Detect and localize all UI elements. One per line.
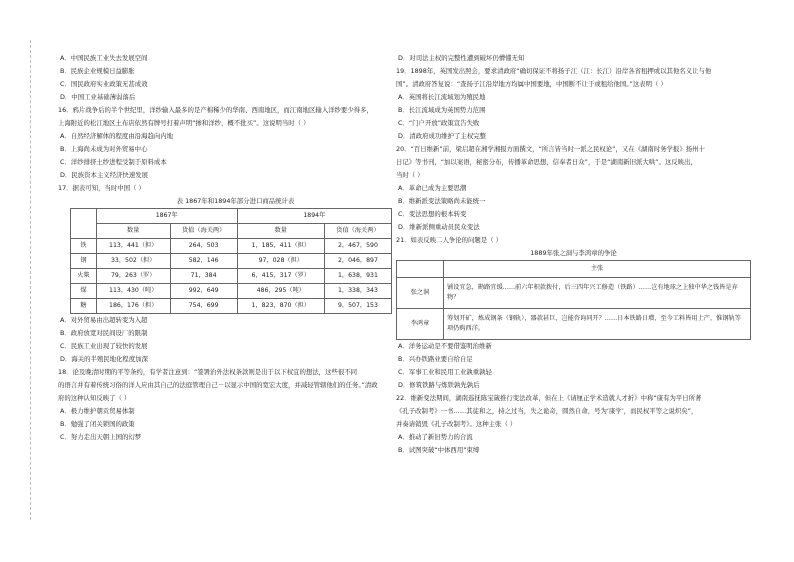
q16-stem-line-2: 上海附近的松江地区土布店依然有牌号打着声明“掺和洋纱，概不批买”。这说明当时（ ） — [58, 119, 310, 127]
option-c: C．国民政府实业政策无甚成效 — [60, 80, 148, 88]
q22-option-b: B．试图突破“中体西用”束缚 — [398, 446, 480, 454]
q20-option-d: D．维新派侧重动员民众变法 — [398, 223, 480, 231]
cell-value-1894: 2，046，897 — [324, 254, 391, 269]
q20-option-a: A．革命已成为主要思潮 — [398, 184, 467, 192]
year-1867-header: 1867年 — [96, 209, 237, 224]
q16-option-a: A．自然经济解体的程度由沿海趋向内地 — [60, 132, 174, 140]
row-item: 煤 — [71, 284, 97, 299]
cell-value-1894: 1，638，931 — [324, 269, 391, 284]
q21-option-d: D．修筑铁路与炼铁孰先孰后 — [398, 381, 480, 389]
q22-stem-line-2: 《孔子改制考》一书……其徒和之，持之过当，失之诡奇，圆然自命，号为‘康学’，而民权平等之说炽矣”， — [396, 407, 698, 415]
q16-option-d: D．民族资本主义经济快速发展 — [60, 171, 148, 179]
person-name: 张之洞 — [397, 278, 444, 309]
q18-stem-line-2: 的语言并有着传统习俗的洋人应由其自己的法庭管理自己－以显示中国的宽宏大度，并减轻管辖他们的任务。”清政 — [58, 381, 378, 389]
table-row — [71, 269, 392, 284]
q16-option-c: C．洋纱排挤土纱进程受制于原料成本 — [60, 158, 167, 166]
q20-option-b: B．维新派变法策略尚未能统一 — [398, 197, 486, 205]
row-item: 钢 — [71, 254, 97, 269]
q17-option-c: C．民族工业出现了较快的发展 — [60, 342, 148, 350]
person-position: 铺设宜急，勘路宜缓……前六年积款拨付，后三四年兴工修造（铁路）……岂有地球之上独中华之钱皆是弃物？ — [444, 278, 751, 309]
q19-option-d: D．清政府成功维护了主权完整 — [398, 132, 486, 140]
q21-option-b: B．兴办铁路业要自给自足 — [398, 355, 473, 363]
col-header-value-1867: 货值（海关两） — [170, 224, 237, 239]
table-row — [397, 309, 751, 340]
q19-option-c: C．“门户开放”政策宣告失败 — [398, 119, 480, 127]
q19-stem-line-2: 国”。清政府答复说：“查扬子江沿岸地方均属中国要地，中国断不让于或租给他国。”这表明（ ） — [396, 80, 667, 88]
q22-stem-line-3: 并奏请销毁《孔子改制考》。这种主张（ ） — [396, 420, 517, 428]
cell-quantity-1867: 186，176（担） — [96, 299, 170, 314]
q20-stem-line-2: 日记》等书刊，“加以案语，秘密分布，传播革命思想，信奉者日众”，于是“湖南新旧派大哄”。这反映出， — [396, 158, 697, 166]
row-item: 铁 — [71, 239, 97, 254]
q19-stem-line-1: 19．1898年，英国发出照会，要求清政府“确切保证不将扬子江（江：长江）沿岸各省租押或以其他名义让与他 — [396, 67, 712, 75]
q18-option-d: D．对司法主权的完整性遭到破坏仍懵懂无知 — [398, 54, 525, 62]
person-position: 筹划开矿，炼成钢条（钢轨），器款甚巨，岂能咨询同开？……日本铁路日增，至今工料皆用土产，惟钢轨等项仍购西洋。 — [444, 309, 751, 340]
binding-margin-line — [30, 40, 32, 520]
q21-table-caption: 1889年张之洞与李鸿章的争论 — [530, 249, 617, 257]
q21-option-a: A．洋务运动是不要借鉴明治维新 — [398, 342, 492, 350]
row-item: 火柴 — [71, 269, 97, 284]
q21-debate-table — [396, 260, 751, 340]
col-header-position: 主张 — [444, 261, 751, 278]
cell-quantity-1894: 97，028（担） — [237, 254, 324, 269]
q21-option-c: C．军事工业和民用工业孰重孰轻 — [398, 368, 492, 376]
cell-value-1894: 9，507，153 — [324, 299, 391, 314]
person-name: 李鸿章 — [397, 309, 444, 340]
option-a: A．中国民族工业失去发展空间 — [60, 54, 148, 62]
cell-value-1867: 582，146 — [170, 254, 237, 269]
cell-quantity-1867: 113，441（担） — [96, 239, 170, 254]
table-row — [71, 284, 392, 299]
cell-value-1867: 71，384 — [170, 269, 237, 284]
cell-quantity-1894: 1，823，870（担） — [237, 299, 324, 314]
right-column — [396, 52, 751, 457]
left-column — [58, 52, 413, 444]
row-item: 糖 — [71, 299, 97, 314]
cell-value-1867: 264，503 — [170, 239, 237, 254]
col-header-quantity-1894: 数量 — [237, 224, 324, 239]
cell-value-1894: 1，338，343 — [324, 284, 391, 299]
cell-value-1894: 2，467，590 — [324, 239, 391, 254]
table-corner-cell — [397, 261, 444, 278]
table-row — [397, 278, 751, 309]
cell-value-1867: 992，649 — [170, 284, 237, 299]
q18-option-c: C．努力走出天朝上国的幻梦 — [60, 433, 142, 441]
option-d: D．中国工业基础薄弱落后 — [60, 93, 136, 101]
q17-option-d: D．海关的半殖民地化程度加深 — [60, 355, 148, 363]
cell-quantity-1894: 6，415，317（罗） — [237, 269, 324, 284]
q17-import-table — [70, 208, 392, 314]
q20-stem-line-3: 当时（ ） — [396, 171, 424, 179]
cell-quantity-1894: 1，185，411（担） — [237, 239, 324, 254]
q17-option-b: B．政府放宽对民间设厂的限制 — [60, 329, 148, 337]
q21-stem: 21．如表反映二人争论的问题是（ ） — [396, 236, 503, 244]
q22-option-a: A．推动了新旧势力的合流 — [398, 433, 473, 441]
q18-option-b: B．勉强了闭关锁国的政策 — [60, 420, 135, 428]
q18-option-a: A．极力维护朝贡贸易体制 — [60, 407, 135, 415]
option-b: B．民族企业规模日益膨胀 — [60, 67, 135, 75]
q17-option-a: A．对外贸易由出超转变为入超 — [60, 316, 148, 324]
cell-value-1867: 754，699 — [170, 299, 237, 314]
cell-quantity-1867: 113，430（吨） — [96, 284, 170, 299]
q18-stem-line-1: 18．论及晚清时期的平等条约，有学者注意到：“签署治外法权条款则是出于以下权宜的想法，这些很不同 — [58, 368, 358, 376]
q17-stem: 17．据表可知，当时中国（ ） — [58, 184, 145, 192]
col-header-quantity-1867: 数量 — [96, 224, 170, 239]
q17-table-caption: 表 1867年和1894年部分进口商品统计表 — [176, 197, 295, 205]
year-1894-header: 1894年 — [237, 209, 391, 224]
cell-quantity-1894: 486，295（吨） — [237, 284, 324, 299]
q22-stem-line-1: 22．维新变法期间，湖南巡抚陈宝箴推行变法改革，但在上《请厘正学术造就人才折》中称“康有为平日所著 — [396, 394, 702, 402]
cell-quantity-1867: 33，502（担） — [96, 254, 170, 269]
q19-option-b: B．长江流域成为英国势力范围 — [398, 106, 486, 114]
col-header-value-1894: 货值（海关两） — [324, 224, 391, 239]
q20-option-c: C．变法思想的根本转变 — [398, 210, 467, 218]
q16-option-b: B．上海尚未成为对外贸易中心 — [60, 145, 148, 153]
q18-stem-line-3: 府的这种认知反映了（ ） — [58, 394, 131, 402]
table-row — [71, 239, 392, 254]
table-row — [71, 254, 392, 269]
q16-stem-line-1: 16．鸦片战争后的半个世纪里，洋纱输入最多的是产棉稀少的华南、西南地区，而江南地区输入洋纱要少得多， — [58, 106, 373, 114]
table-corner-cell — [71, 209, 97, 239]
q20-stem-line-1: 20．“百日维新”前，梁启超在湘学湘报方面撰文，“所言皆当时一派之民权论”，又在《湖南时务学报》扬州十 — [396, 145, 705, 153]
cell-quantity-1867: 79，263（罗） — [96, 269, 170, 284]
q19-option-a: A．英国将长江流域划为殖民地 — [398, 93, 486, 101]
table-row — [71, 299, 392, 314]
